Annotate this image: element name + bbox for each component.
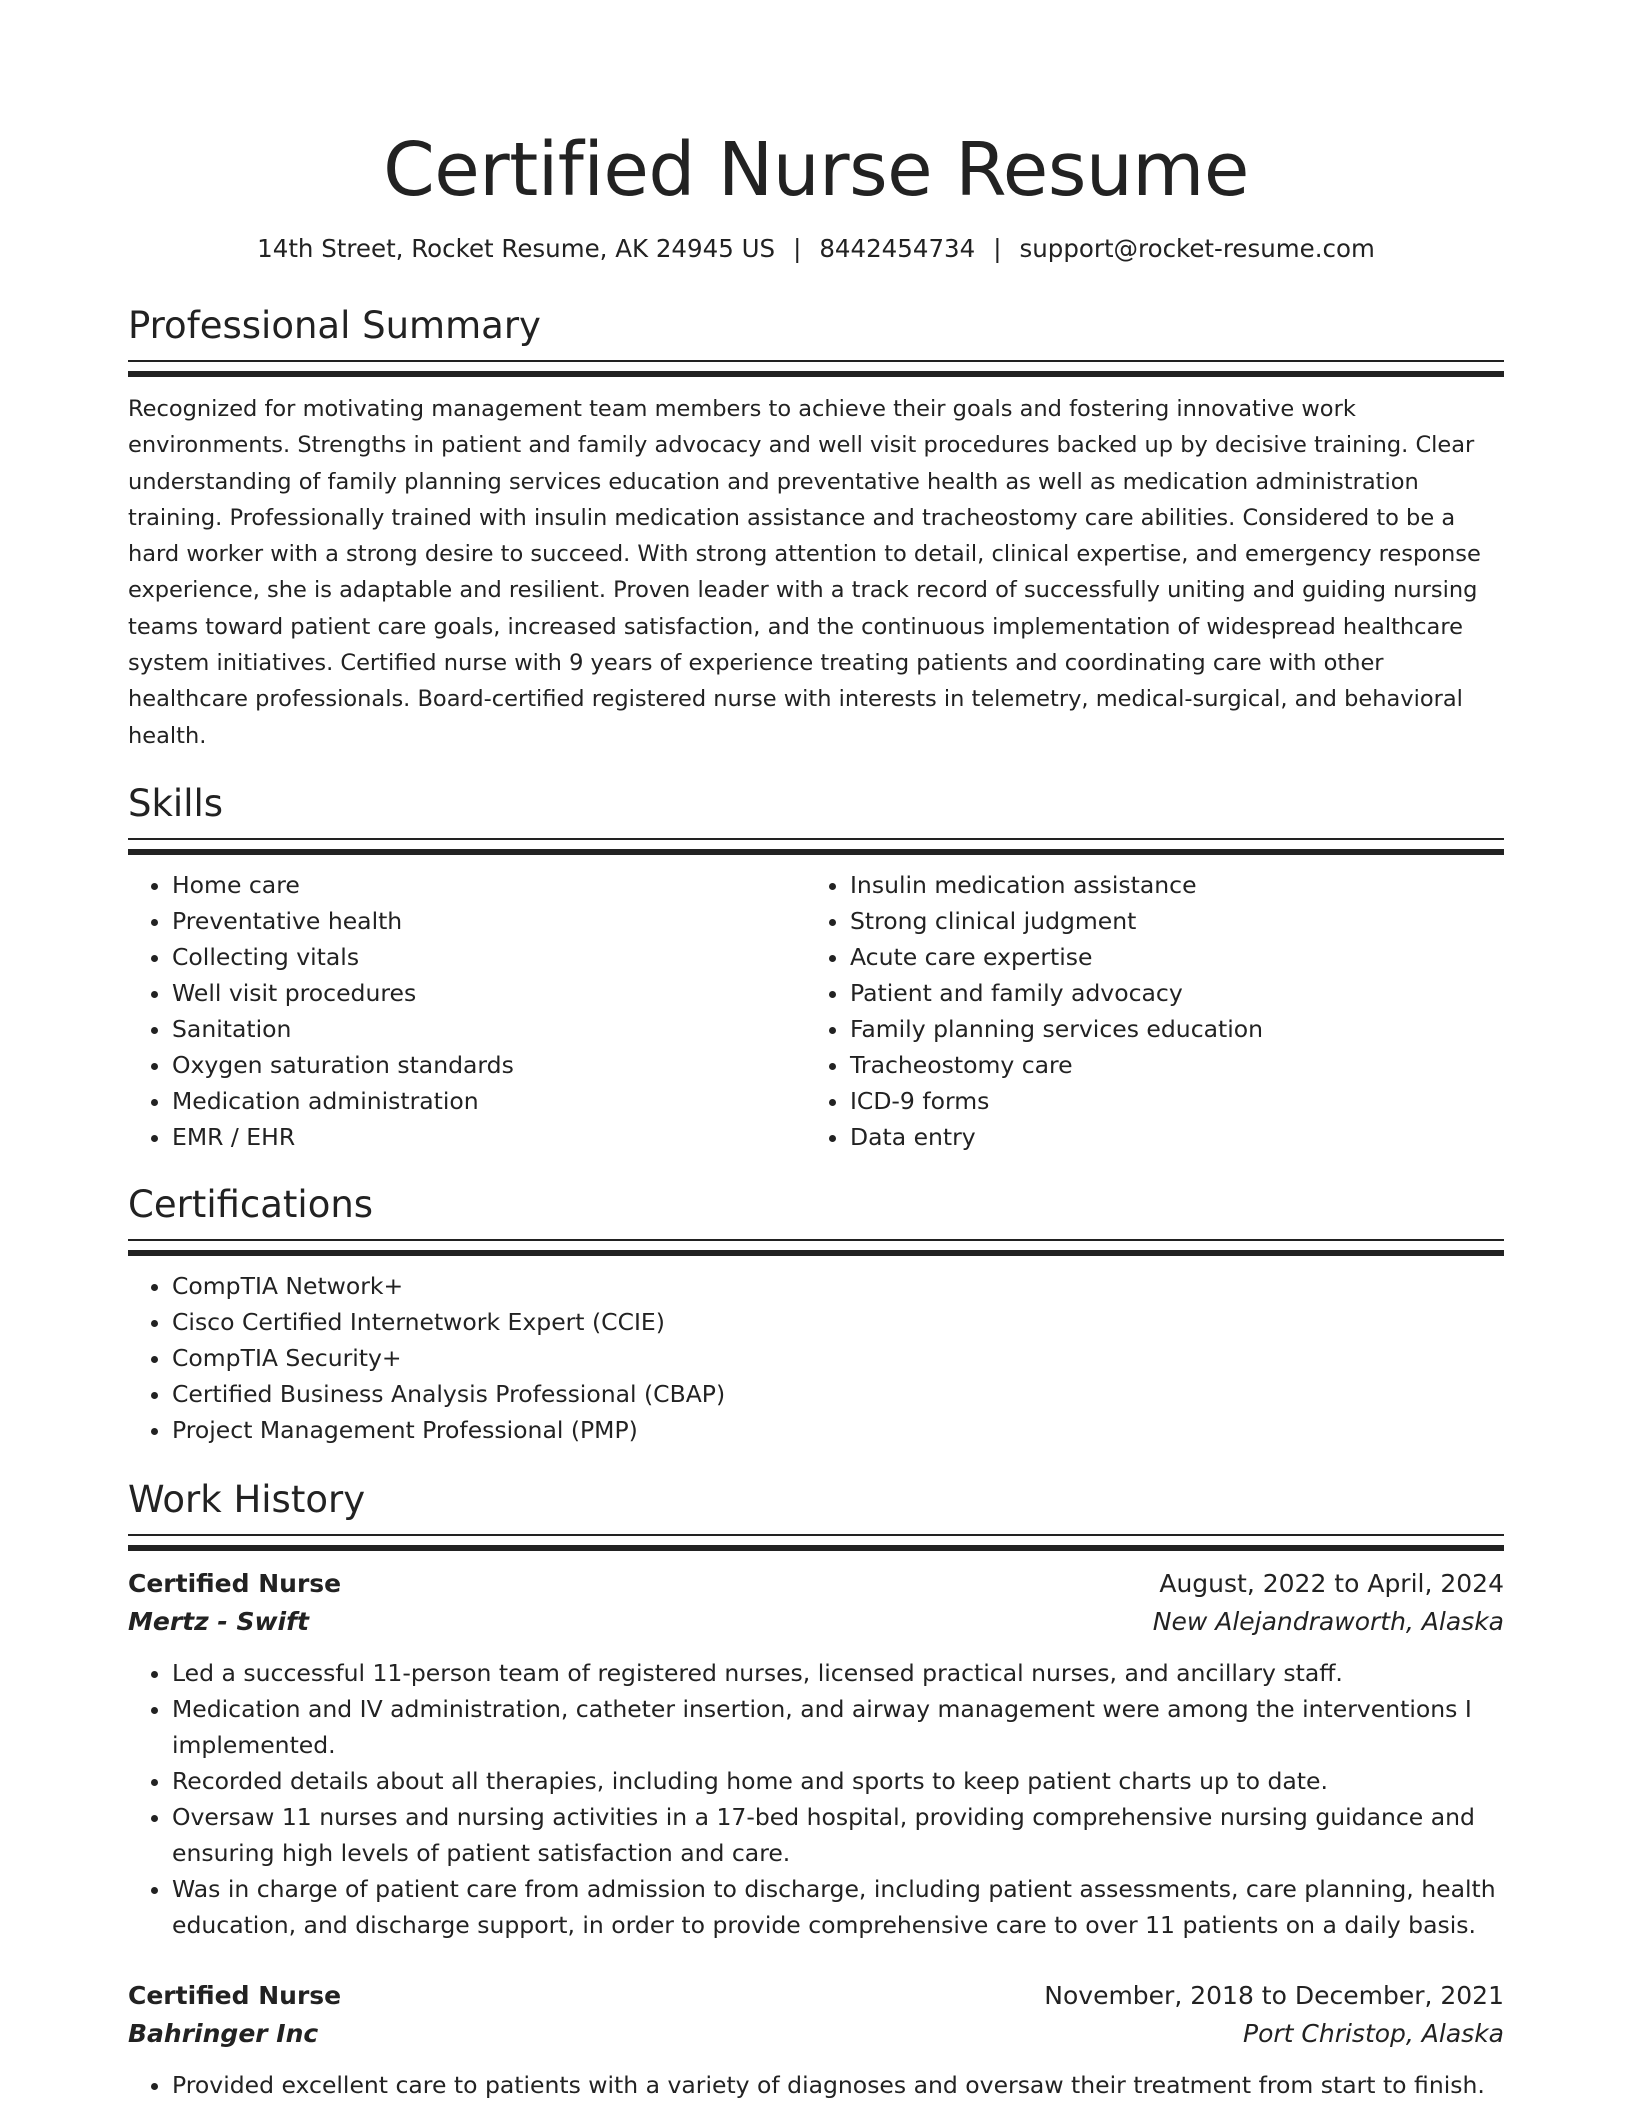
skill-item: • Strong clinical judgment	[850, 903, 1484, 939]
job-bullet: • Provided excellent care to patients with a variety of diagnoses and oversaw their treatment from start to finish.	[172, 2067, 1504, 2103]
job-header	[128, 1565, 1504, 1603]
job-bullet: • Medication and IV administration, catheter insertion, and airway management were among the interventions I implemented.	[172, 1691, 1504, 1763]
section-divider	[128, 838, 1504, 855]
certification-item: • CompTIA Network+	[172, 1268, 1504, 1304]
job-employer: Mertz - Swift	[128, 1606, 309, 1636]
contact-email: support@rocket-resume.com	[1019, 234, 1375, 263]
job-header	[128, 1977, 1504, 2015]
section-divider	[128, 1239, 1504, 1256]
skill-item: • Sanitation	[172, 1011, 806, 1047]
contact-phone: 8442454734	[819, 234, 976, 263]
job-employer: Bahringer Inc	[128, 2018, 319, 2048]
skills-grid	[128, 867, 1504, 1155]
summary-section	[128, 302, 1504, 754]
contact-line	[128, 232, 1504, 266]
job-subheader	[128, 2015, 1504, 2053]
job-entry	[128, 1565, 1504, 1943]
resume-page	[128, 0, 1504, 2112]
skill-item: • Well visit procedures	[172, 975, 806, 1011]
skill-item: • Collecting vitals	[172, 939, 806, 975]
job-location: Port Christop, Alaska	[1243, 2018, 1504, 2048]
skill-item: • Medication administration	[172, 1083, 806, 1119]
job-bullet: • Oversaw 11 nurses and nursing activities in a 17-bed hospital, providing comprehensive nursing guidance and ensuring high levels of patient satisfaction and care.	[172, 1799, 1504, 1871]
job-location: New Alejandraworth, Alaska	[1152, 1606, 1504, 1636]
skill-item: • Preventative health	[172, 903, 806, 939]
contact-separator: |	[793, 234, 802, 263]
skill-item: • Family planning services education	[850, 1011, 1484, 1047]
skills-list-right	[806, 867, 1484, 1155]
skill-item: • ICD-9 forms	[850, 1083, 1484, 1119]
skill-item: • Acute care expertise	[850, 939, 1484, 975]
skill-item: • Oxygen saturation standards	[172, 1047, 806, 1083]
skill-item: • Data entry	[850, 1119, 1484, 1155]
job-dates: November, 2018 to December, 2021	[1044, 1980, 1504, 2010]
certification-item: • CompTIA Security+	[172, 1340, 1504, 1376]
resume-title: Certified Nurse Resume	[383, 127, 1249, 213]
section-divider	[128, 360, 1504, 377]
certifications-section	[128, 1181, 1504, 1448]
skills-heading: Skills	[128, 781, 224, 825]
work-history-heading: Work History	[128, 1477, 366, 1521]
summary-text: Recognized for motivating management team members to achieve their goals and fostering innovative work environments. Strengths in patient and family advocacy and well visit procedures backed up by decisive training. Clear understanding of family planning services education and preventative health as well as medication administration training. Professionally trained with insulin medication assistance and tracheostomy care abilities. Considered to be a hard worker with a strong desire to succeed. With strong attention to detail, clinical expertise, and emergency response experience, she is adaptable and resilient. Proven leader with a track record of successfully uniting and guiding nursing teams toward patient care goals, increased satisfaction, and the continuous implementation of widespread healthcare system initiatives. Certified nurse with 9 years of experience treating patients and coordinating care with other healthcare professionals. Board-certified registered nurse with interests in telemetry, medical-surgical, and behavioral health.	[128, 396, 1481, 749]
skills-section	[128, 780, 1504, 1155]
certification-item: • Project Management Professional (PMP)	[172, 1412, 1504, 1448]
job-bullet: • Recorded details about all therapies, including home and sports to keep patient charts up to date.	[172, 1763, 1504, 1799]
skill-item: • Home care	[172, 867, 806, 903]
certification-item: • Certified Business Analysis Professional (CBAP)	[172, 1376, 1504, 1412]
work-history-section	[128, 1476, 1504, 2103]
job-bullets	[128, 2067, 1504, 2103]
certifications-list	[128, 1268, 1504, 1448]
job-bullet: • Was in charge of patient care from admission to discharge, including patient assessments, care planning, health education, and discharge support, in order to provide comprehensive care to over 11 patients on a daily basis.	[172, 1871, 1504, 1943]
job-title: Certified Nurse	[128, 1980, 342, 2010]
job-subheader	[128, 1603, 1504, 1641]
job-bullets	[128, 1655, 1504, 1943]
job-entry	[128, 1977, 1504, 2103]
job-bullet: • Led a successful 11-person team of registered nurses, licensed practical nurses, and ancillary staff.	[172, 1655, 1504, 1691]
certifications-heading: Certifications	[128, 1182, 374, 1226]
contact-address: 14th Street, Rocket Resume, AK 24945 US	[257, 234, 776, 263]
job-title: Certified Nurse	[128, 1568, 342, 1598]
summary-heading: Professional Summary	[128, 304, 541, 347]
certification-item: • Cisco Certified Internetwork Expert (CCIE)	[172, 1304, 1504, 1340]
skill-item: • Patient and family advocacy	[850, 975, 1484, 1011]
skill-item: • EMR / EHR	[172, 1119, 806, 1155]
job-dates: August, 2022 to April, 2024	[1159, 1568, 1504, 1598]
skills-list-left	[128, 867, 806, 1155]
skill-item: • Tracheostomy care	[850, 1047, 1484, 1083]
section-divider	[128, 1534, 1504, 1551]
skill-item: • Insulin medication assistance	[850, 867, 1484, 903]
contact-separator: |	[993, 234, 1002, 263]
